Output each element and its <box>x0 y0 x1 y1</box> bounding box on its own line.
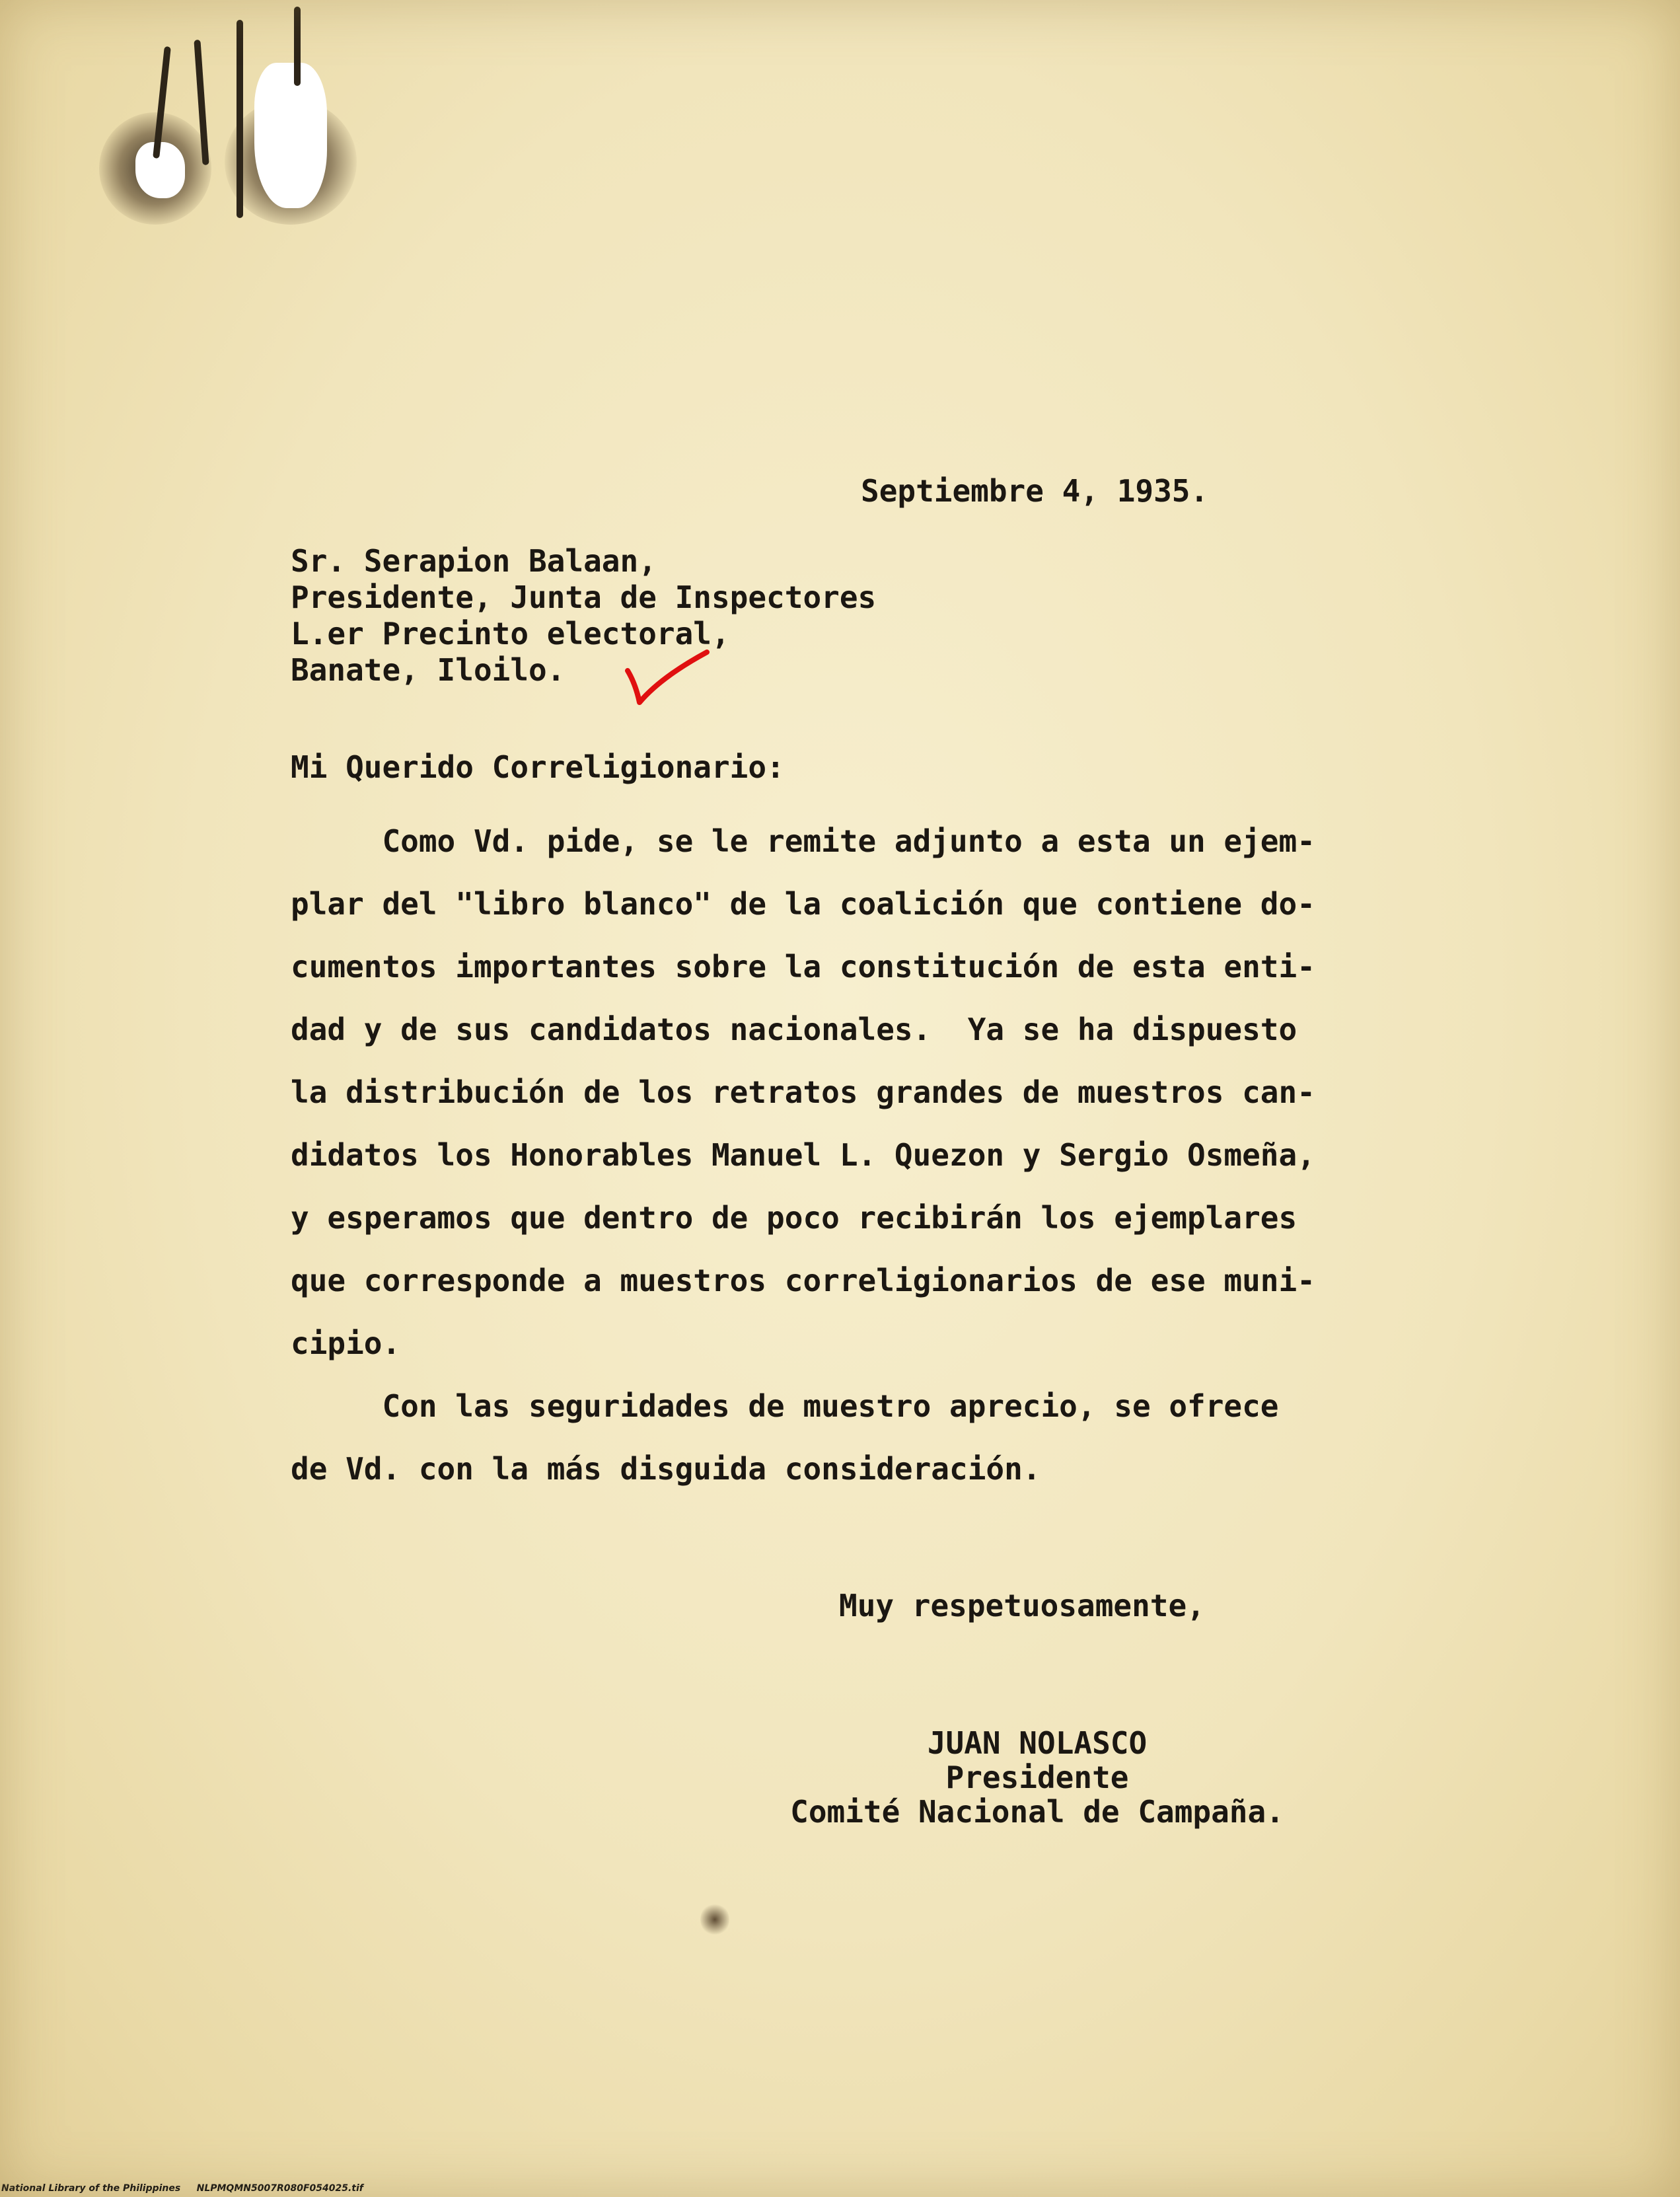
signatory-title: Presidente <box>945 1760 1129 1795</box>
address-line: L.er Precinto electoral, <box>291 616 730 652</box>
address-line: Sr. Serapion Balaan, <box>291 543 657 579</box>
body-line: Con las seguridades de muestro aprecio, se ofrece <box>291 1388 1279 1424</box>
salutation: Mi Querido Correligionario: <box>291 749 785 785</box>
body-line: plar del "libro blanco" de la coalición que contiene do- <box>291 886 1315 922</box>
body-line: de Vd. con la más disguida consideración. <box>291 1451 1041 1487</box>
signatory-name: JUAN NOLASCO <box>927 1725 1148 1761</box>
address-line: Presidente, Junta de Inspectores <box>291 579 877 615</box>
binding-string-4 <box>294 7 301 86</box>
red-check-mark-icon <box>621 644 713 710</box>
signatory-organization: Comité Nacional de Campaña. <box>790 1794 1284 1830</box>
body-line: cumentos importantes sobre la constitución de esta enti- <box>291 949 1315 985</box>
binding-hole-right <box>254 63 327 208</box>
address-block <box>291 543 876 689</box>
address-line: Banate, Iloilo. <box>291 652 566 688</box>
letter-body <box>291 810 1427 1501</box>
archive-footer: National Library of the Philippines NLPMQMN5007R080F054025.tif <box>1 2183 363 2194</box>
binding-hole-left <box>135 142 185 198</box>
body-line: dad y de sus candidatos nacionales. Ya se ha dispuesto <box>291 1012 1297 1047</box>
body-line: cipio. <box>291 1325 401 1361</box>
binding-string-3 <box>237 20 243 218</box>
body-line: y esperamos que dentro de poco recibirán los ejemplares <box>291 1200 1297 1236</box>
closing: Muy respetuosamente, <box>839 1588 1205 1623</box>
letter-date: Septiembre 4, 1935. <box>861 473 1209 509</box>
body-line: que corresponde a muestros correligionarios de ese muni- <box>291 1263 1315 1298</box>
ink-stain <box>700 1903 729 1936</box>
body-line: Como Vd. pide, se le remite adjunto a esta un ejem- <box>291 823 1315 859</box>
signature-block <box>740 1726 1334 1829</box>
body-line: la distribución de los retratos grandes de muestros can- <box>291 1074 1315 1110</box>
body-line: didatos los Honorables Manuel L. Quezon y Sergio Osmeña, <box>291 1137 1315 1173</box>
